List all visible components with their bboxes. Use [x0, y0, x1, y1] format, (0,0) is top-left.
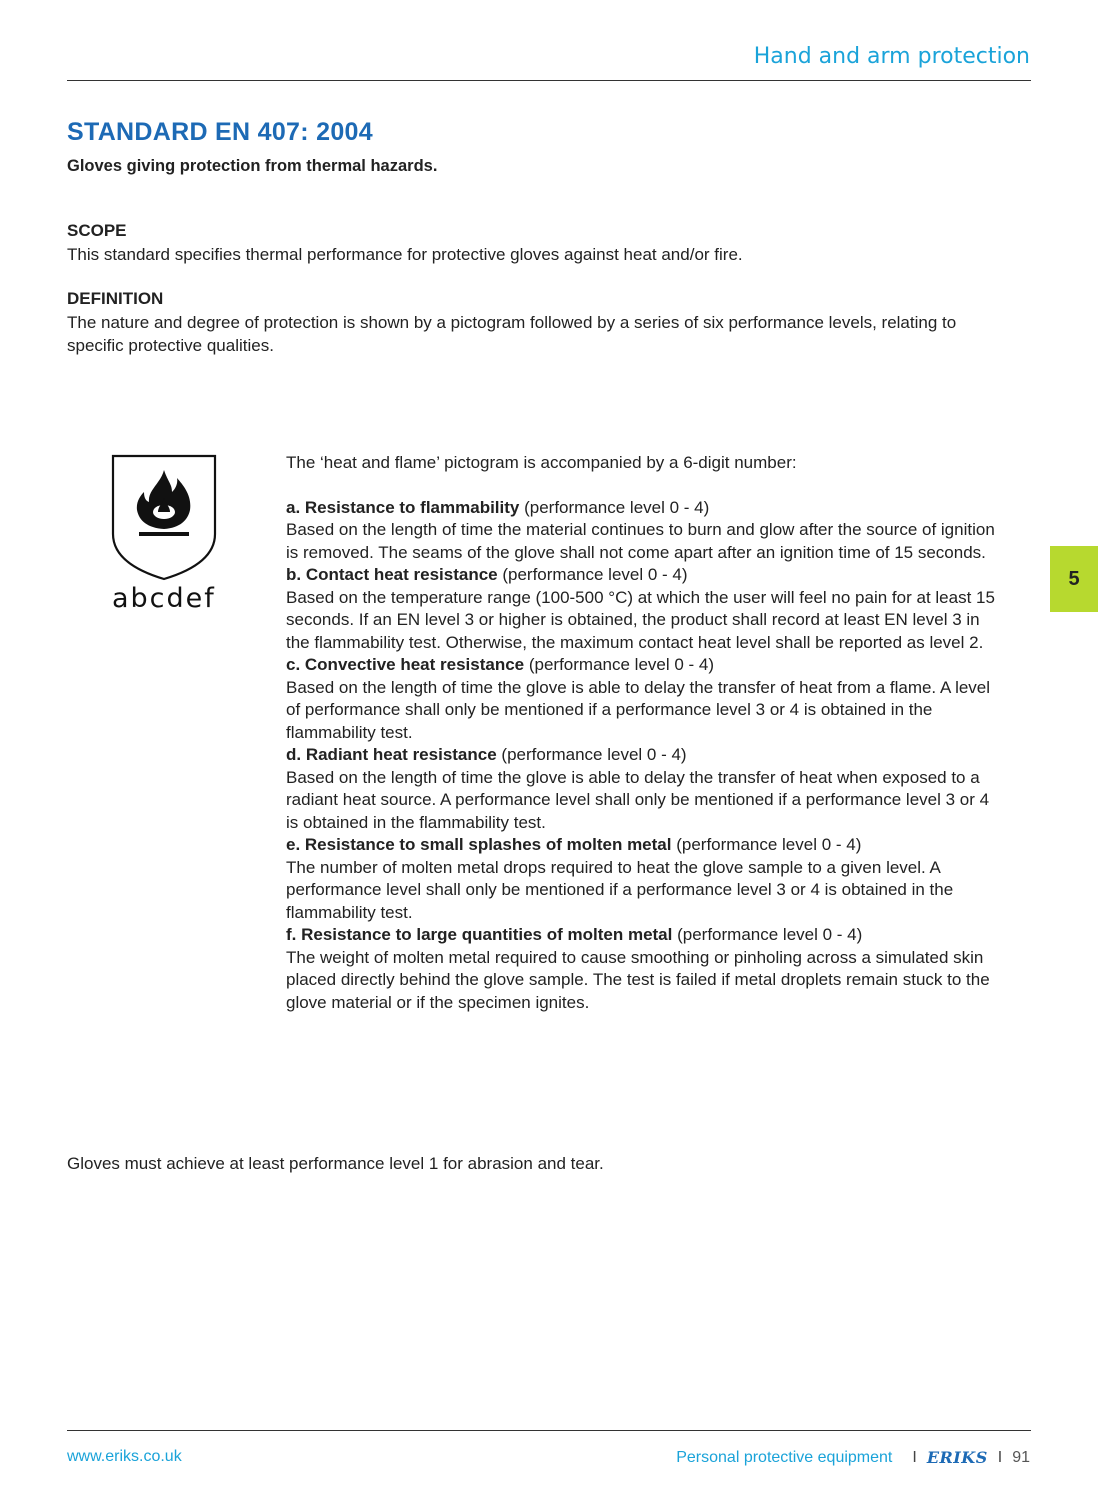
chapter-tab[interactable]: 5 — [1050, 546, 1098, 612]
item-a-text: Based on the length of time the material continues to burn and glow after the source of ignition is removed. The seams of the glove shall not come apart after an ignition time of 15 seconds. — [286, 520, 995, 562]
item-d-heading — [286, 744, 1001, 767]
item-e-text: The number of molten metal drops required to heat the glove sample to a given level. A performance level shall only be mentioned if a performance level 3 or 4 is obtained in the flammability test. — [286, 857, 954, 922]
definition-heading: DEFINITION — [67, 289, 164, 308]
item-d-text: Based on the length of time the glove is able to delay the transfer of heat when exposed to a radiant heat source. A performance level shall only be mentioned if a performance level 3 or 4 is obtained in the flammability test. — [286, 767, 990, 832]
item-c-text: Based on the length of time the glove is able to delay the transfer of heat from a flame. A level of performance shall only be mentioned if a performance level 3 or 4 is obtained in the flammability test. — [286, 677, 991, 742]
footer-separator-right: I — [997, 1448, 1003, 1466]
abrasion-note: Gloves must achieve at least performance level 1 for abrasion and tear. — [67, 1154, 604, 1173]
item-d-range: (performance level 0 - 4) — [496, 745, 687, 764]
item-c-heading — [286, 654, 1001, 677]
item-a-heading — [286, 497, 1001, 520]
footer-category: Personal protective equipment — [676, 1448, 893, 1466]
item-f-range: (performance level 0 - 4) — [672, 925, 863, 944]
page-number: 91 — [1012, 1448, 1030, 1466]
eriks-logo: ERIKS — [926, 1448, 988, 1467]
page-subtitle: Gloves giving protection from thermal hazards. — [67, 157, 438, 175]
footer-website-link[interactable]: www.eriks.co.uk — [67, 1448, 182, 1465]
page-title: STANDARD EN 407: 2004 — [67, 118, 373, 146]
item-c-title: c. Convective heat resistance — [286, 655, 525, 674]
definition-text: The nature and degree of protection is shown by a pictogram followed by a series of six performance levels, relating to specific protective qualities. — [67, 313, 957, 355]
section-title: Hand and arm protection — [753, 44, 1030, 69]
scope-heading: SCOPE — [67, 221, 127, 240]
item-b-title: b. Contact heat resistance — [286, 565, 498, 584]
footer-divider — [67, 1430, 1031, 1431]
item-b-text: Based on the temperature range (100-500 °C) at which the user will feel no pain for at least 15 seconds. If an EN level 3 or higher is obtained, the product shall record at least EN level 3 in the flammability test. Otherwise, the maximum contact heat level shall be reported as level 2. — [286, 587, 995, 652]
item-f-heading — [286, 924, 1001, 947]
item-e-title: e. Resistance to small splashes of molten metal — [286, 835, 672, 854]
pictogram-intro: The ‘heat and flame’ pictogram is accompanied by a 6-digit number: — [286, 453, 797, 472]
item-e-range: (performance level 0 - 4) — [671, 835, 862, 854]
item-f-text: The weight of molten metal required to cause smoothing or pinholing across a simulated skin placed directly behind the glove sample. The test is failed if metal droplets remain stuck to the glove material or if the specimen ignites. — [286, 947, 990, 1012]
footer-right — [676, 1448, 1030, 1467]
item-c-range: (performance level 0 - 4) — [524, 655, 715, 674]
item-a-range: (performance level 0 - 4) — [519, 497, 710, 517]
pictogram-code-letters: abcdef — [112, 583, 216, 614]
item-e-heading — [286, 834, 1001, 857]
header-divider — [67, 80, 1031, 81]
item-a-title: a. Resistance to flammability — [286, 497, 520, 517]
performance-levels-block — [286, 452, 1001, 1014]
item-f-title: f. Resistance to large quantities of molten metal — [286, 925, 673, 944]
item-b-range: (performance level 0 - 4) — [497, 565, 688, 584]
item-d-title: d. Radiant heat resistance — [286, 745, 497, 764]
footer-separator-left: I — [912, 1448, 917, 1466]
item-b-heading — [286, 564, 1001, 587]
scope-text: This standard specifies thermal performance for protective gloves against heat and/or fire. — [67, 245, 743, 264]
